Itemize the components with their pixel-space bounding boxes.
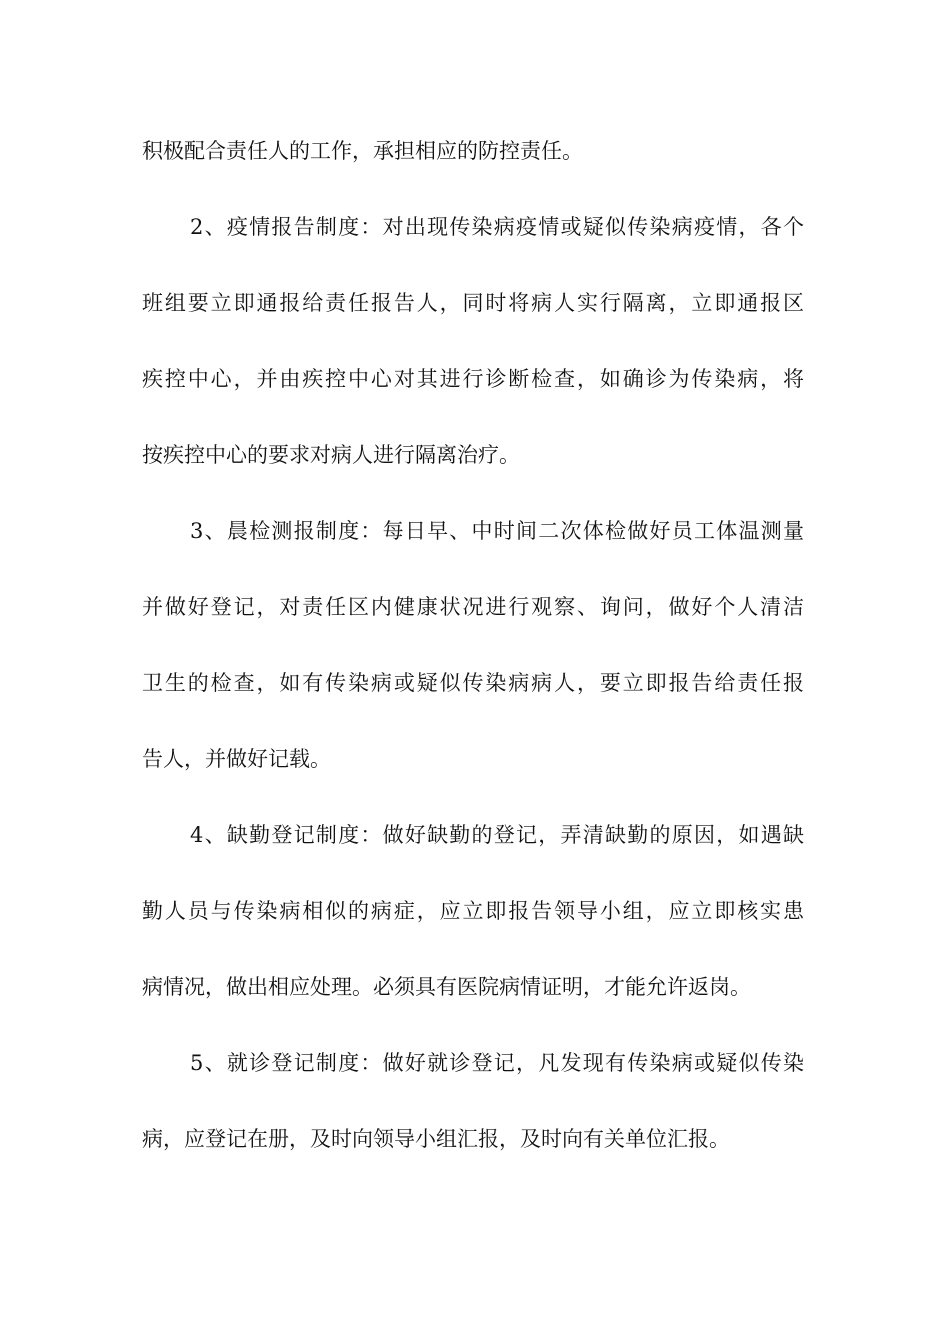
text-line: 4、缺勤登记制度：做好缺勤的登记，弄清缺勤的原因，如遇缺 [190,823,804,847]
paragraph-3-line-4 [0,739,950,779]
text-line: 病，应登记在册，及时向领导小组汇报，及时向有关单位汇报。 [142,1127,730,1151]
paragraph-3-line-3 [0,663,950,703]
text-line: 并做好登记，对责任区内健康状况进行观察、询问，做好个人清洁 [142,595,804,619]
paragraph-2-line-2 [0,283,950,323]
text-line: 勤人员与传染病相似的病症，应立即报告领导小组，应立即核实患 [142,899,804,923]
paragraph-5-line-1 [0,1043,950,1083]
text-line: 2、疫情报告制度：对出现传染病疫情或疑似传染病疫情，各个 [190,215,804,239]
paragraph-2-line-4 [0,435,950,475]
paragraph-3-line-2 [0,587,950,627]
paragraph-5-line-2 [0,1119,950,1159]
text-line: 按疾控中心的要求对病人进行隔离治疗。 [142,443,520,467]
paragraph-2-line-1 [0,207,950,247]
paragraph-4-line-1 [0,815,950,855]
text-line: 积极配合责任人的工作，承担相应的防控责任。 [142,139,583,163]
paragraph-1-line-1 [0,131,950,171]
text-line: 5、就诊登记制度：做好就诊登记，凡发现有传染病或疑似传染 [190,1051,804,1075]
text-line: 告人，并做好记载。 [142,747,331,771]
text-line: 班组要立即通报给责任报告人，同时将病人实行隔离，立即通报区 [142,291,804,315]
paragraph-4-line-2 [0,891,950,931]
text-line: 疾控中心，并由疾控中心对其进行诊断检查，如确诊为传染病，将 [142,367,804,391]
text-line: 卫生的检查，如有传染病或疑似传染病病人，要立即报告给责任报 [142,671,804,695]
paragraph-2-line-3 [0,359,950,399]
paragraph-4-line-3 [0,967,950,1007]
text-line: 3、晨检测报制度：每日早、中时间二次体检做好员工体温测量 [190,519,804,543]
text-line: 病情况，做出相应处理。必须具有医院病情证明，才能允许返岗。 [142,975,751,999]
paragraph-3-line-1 [0,511,950,551]
